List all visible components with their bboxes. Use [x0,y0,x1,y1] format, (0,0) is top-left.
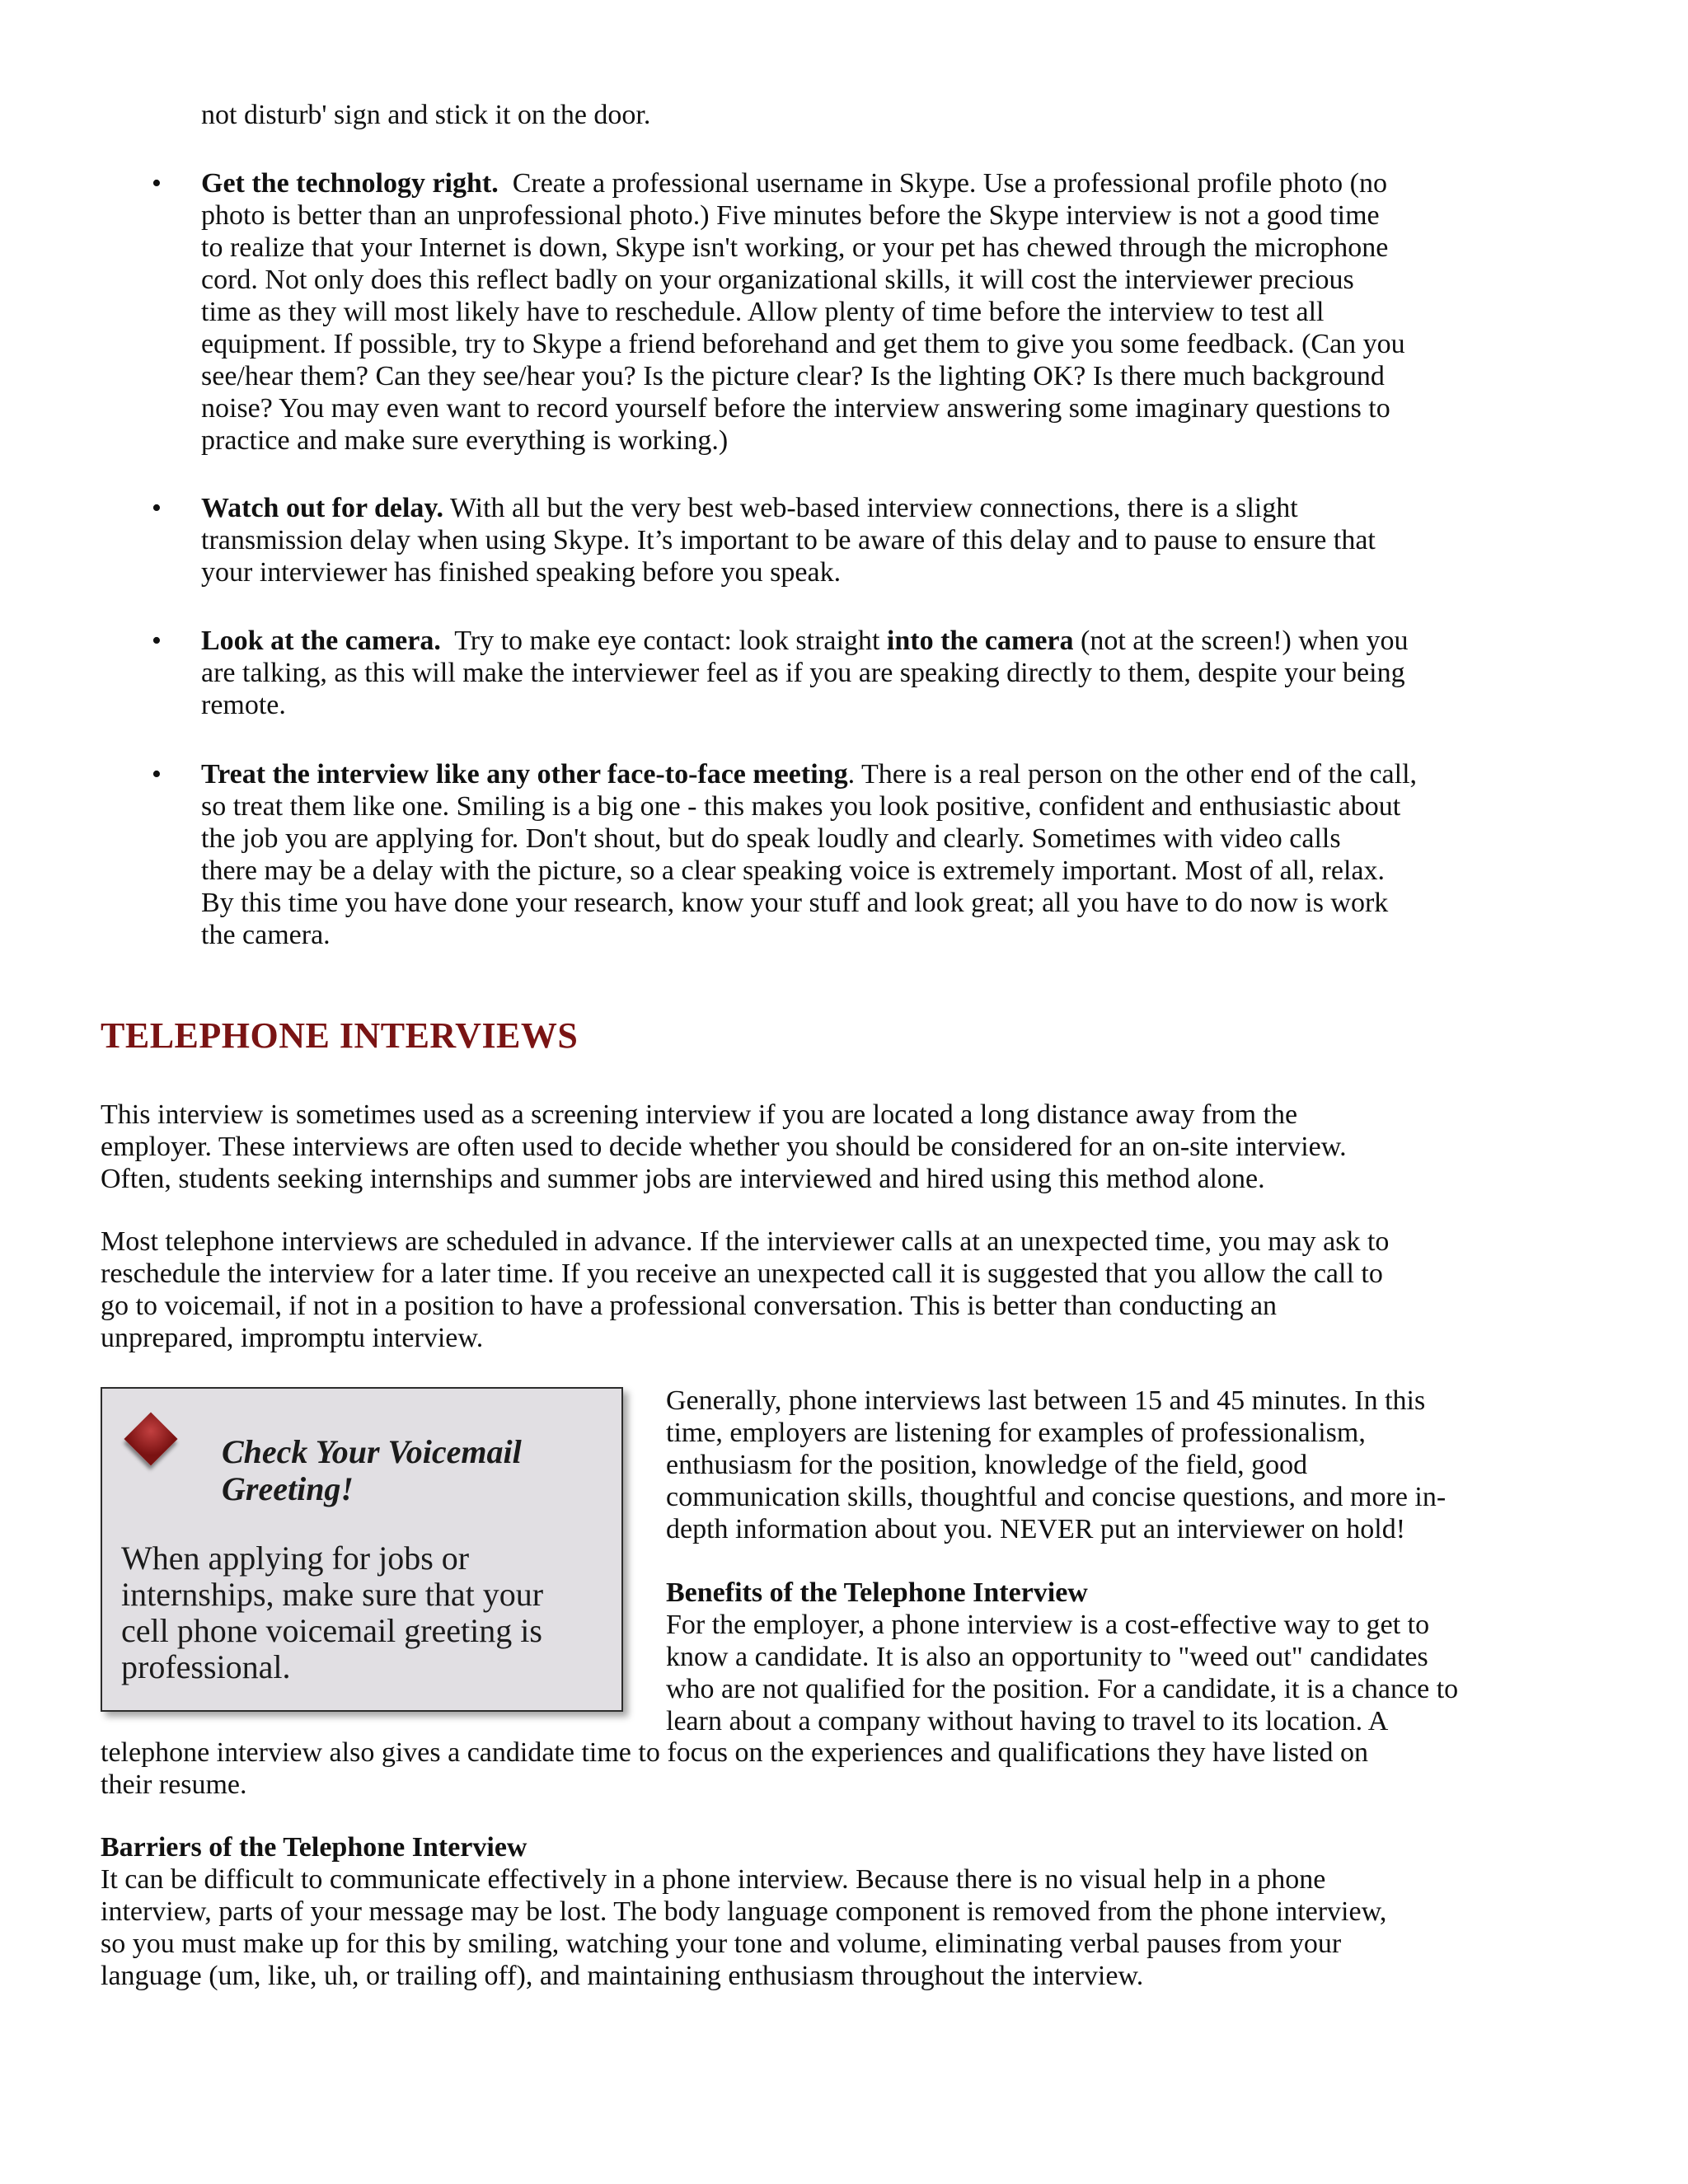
paragraph-line: It can be difficult to communicate effectively in a phone interview. Because there is no visual help in a phone [101,1864,1326,1895]
callout-title-line: Greeting! [222,1470,354,1507]
callout-title-line: Check Your Voicemail [222,1433,522,1470]
bullet-line [201,758,1586,790]
bullet-lead: Watch out for delay. [201,493,444,523]
bullet-face-to-face [201,758,1586,951]
callout-body-line: When applying for jobs or [121,1540,470,1577]
bullet-line: time as they will most likely have to reschedule. Allow plenty of time before the interview to test all [201,297,1325,327]
bullet-emphasis: into the camera [886,626,1074,656]
bullet-line: remote. [201,690,286,720]
bullet-lead: Look at the camera. [201,626,441,656]
bullet-line: noise? You may even want to record yourself before the interview answering some imaginary questions to [201,393,1390,424]
barriers-section [101,1831,1601,1992]
bullet-text: Try to make eye contact: look straight [454,626,887,656]
bullet-lead: Treat the interview like any other face-to-face meeting [201,759,848,790]
bullet-camera [201,625,1586,721]
paragraph-line: Generally, phone interviews last between 15 and 45 minutes. In this [666,1385,1426,1416]
bullet-text: . There is a real person on the other end of the call, [847,759,1418,790]
benefits-section [666,1577,1589,1737]
duration-paragraph [666,1385,1589,1545]
bullet-line [201,625,1586,657]
bullet-line: the job you are applying for. Don't shout, but do speak loudly and clearly. Sometimes with video calls [201,823,1341,854]
bullet-line: there may be a delay with the picture, so a clear speaking voice is extremely important. Most of all, relax. [201,855,1386,886]
bullet-line: photo is better than an unprofessional photo.) Five minutes before the Skype interview is not a good time [201,200,1380,231]
bullet-line: to realize that your Internet is down, Skype isn't working, or your pet has chewed through the microphone [201,232,1389,263]
callout-body-line: cell phone voicemail greeting is [121,1612,542,1649]
paragraph-line: know a candidate. It is also an opportunity to "weed out" candidates [666,1642,1428,1672]
paragraph-line: telephone interview also gives a candidate time to focus on the experiences and qualifications they have listed on [101,1737,1368,1768]
bullet-line [201,167,1586,199]
bullet-marker: • [152,493,162,523]
bullet-text: With all but the very best web-based interview connections, there is a slight [449,493,1298,523]
paragraph-line: unprepared, impromptu interview. [101,1323,484,1353]
paragraph-line: who are not qualified for the position. For a candidate, it is a chance to [666,1674,1459,1704]
bullet-delay [201,492,1586,588]
barriers-heading: Barriers of the Telephone Interview [101,1832,528,1863]
paragraph-line: go to voicemail, if not in a position to have a professional conversation. This is better than conducting an [101,1291,1278,1321]
benefits-continuation [101,1736,1601,1801]
callout-body-line: professional. [121,1648,291,1685]
paragraph-line: language (um, like, uh, or trailing off), and maintaining enthusiasm throughout the interview. [101,1961,1144,1991]
bullet-line: practice and make sure everything is working.) [201,425,729,456]
bullet-technology [201,167,1586,457]
bullet-marker: • [152,759,162,790]
paragraph-line: depth information about you. NEVER put an interviewer on hold! [666,1514,1406,1544]
bullet-line: are talking, as this will make the interviewer feel as if you are speaking directly to them, despite your being [201,658,1405,688]
bullet-lead: Get the technology right. [201,168,499,199]
bullet-line: so treat them like one. Smiling is a big one - this makes you look positive, confident and enthusiastic about [201,791,1401,822]
paragraph-line: their resume. [101,1769,247,1800]
bullet-line: your interviewer has finished speaking before you speak. [201,557,842,588]
scheduling-paragraph [101,1226,1601,1354]
bullet-text: (not at the screen!) when you [1073,626,1409,656]
paragraph-line: Often, students seeking internships and summer jobs are interviewed and hired using this method alone. [101,1164,1265,1194]
paragraph-line: communication skills, thoughtful and concise questions, and more in- [666,1482,1447,1512]
bullet-line: transmission delay when using Skype. It’s important to be aware of this delay and to pause to ensure that [201,525,1376,555]
bullet-line [201,492,1586,524]
intro-paragraph [101,1099,1601,1195]
paragraph-line: This interview is sometimes used as a screening interview if you are located a long distance away from the [101,1099,1298,1130]
continued-text: not disturb' sign and stick it on the door. [201,100,651,130]
bullet-line: the camera. [201,920,331,950]
bullet-marker: • [152,626,162,656]
paragraph-line: Most telephone interviews are scheduled in advance. If the interviewer calls at an unexpected time, you may ask to [101,1226,1390,1257]
paragraph-line: For the employer, a phone interview is a cost-effective way to get to [666,1610,1430,1640]
paragraph-line: time, employers are listening for examples of professionalism, [666,1418,1366,1448]
paragraph-line: learn about a company without having to travel to its location. A [666,1706,1389,1736]
paragraph-line: reschedule the interview for a later time. If you receive an unexpected call it is suggested that you allow the call to [101,1258,1383,1289]
paragraph-line: so you must make up for this by smiling, watching your tone and volume, eliminating verbal pauses from your [101,1929,1342,1959]
bullet-line: equipment. If possible, try to Skype a friend beforehand and get them to give you some feedback. (Can you [201,329,1405,359]
section-heading: TELEPHONE INTERVIEWS [101,1015,579,1056]
bullet-line: By this time you have done your research, know your stuff and look great; all you have to do now is work [201,888,1389,918]
bullet-text: Create a professional username in Skype. Use a professional profile photo (no [512,168,1387,199]
paragraph-line: enthusiasm for the position, knowledge of the field, good [666,1450,1308,1480]
callout-title [222,1433,601,1507]
paragraph-line: interview, parts of your message may be lost. The body language component is removed from the phone interview, [101,1896,1387,1927]
callout-body-line: internships, make sure that your [121,1576,544,1613]
bullet-marker: • [152,168,162,199]
benefits-heading: Benefits of the Telephone Interview [666,1577,1088,1608]
bullet-line: cord. Not only does this reflect badly on your organizational skills, it will cost the interviewer precious [201,265,1354,295]
bullet-line: see/hear them? Can they see/hear you? Is the picture clear? Is the lighting OK? Is there much background [201,361,1385,391]
callout-body [121,1540,616,1685]
paragraph-line: employer. These interviews are often used to decide whether you should be considered for an on-site interview. [101,1132,1347,1162]
